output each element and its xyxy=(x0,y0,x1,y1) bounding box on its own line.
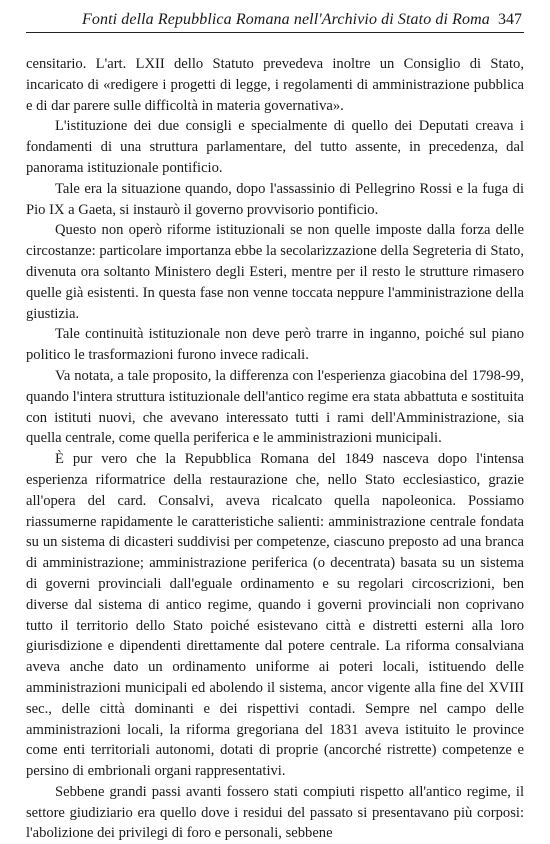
paragraph: L'istituzione dei due consigli e specialmente di quello dei Deputati creava i fondamenti di una struttura parlamentare, del tutto assente, in precedenza, dal panorama istituzionale pontificio. xyxy=(26,118,524,176)
body-text xyxy=(26,54,524,844)
paragraph: È pur vero che la Repubblica Romana del 1849 nasceva dopo l'intensa esperienza riformatrice della restaurazione che, nello Stato ecclesiastico, grazie all'opera del card. Consalvi, aveva ricalcato quella napoleonica. Possiamo riassumerne rapidamente le caratteristiche salienti: amministrazione centrale fondata su un sistema di dicasteri suddivisi per competenze, ciascuno preposto ad una branca di amministrazione; amministrazione periferica (o decentrata) basata su un sistema di governi provinciali dall'eguale ordinamento e su regolari circoscrizioni, ben diverse dal sistema di antico regime, quando i governi provinciali non coprivano tutto il territorio dello Stato poiché esistevano città e distretti esterni alla loro giurisdizione e dipendenti direttamente dal potere centrale. La riforma consalviana aveva anche dato un ordinamento uniforme ai poteri locali, istituendo delle amministrazioni municipali ed abolendo il sistema, ancor vigente alla fine del XVIII sec., delle città dominanti e dei rispettivi contadi. Sempre nel campo delle amministrazioni locali, la riforma gregoriana del 1831 aveva istituito le province come enti territoriali autonomi, dotati di proprie (ancorché ristrette) competenze e persino di embrionali organi rappresentativi. xyxy=(26,451,524,780)
paragraph: Sebbene grandi passi avanti fossero stati compiuti rispetto all'antico regime, il settore giudiziario era quello dove i residui del passato si presentavano più corposi: l'abolizione dei privilegi di foro e personali, sebbene xyxy=(26,783,524,842)
page-number: 347 xyxy=(498,11,522,28)
running-title: Fonti della Repubblica Romana nell'Archivio di Stato di Roma xyxy=(82,11,490,28)
paragraph: Tale continuità istituzionale non deve però trarre in inganno, poiché sul piano politico le trasformazioni furono invece radicali. xyxy=(26,326,524,364)
paragraph: Questo non operò riforme istituzionali se non quelle imposte dalla forza delle circostanze: particolare importanza ebbe la secolarizzazione della Segreteria di Stato, divenuta ora soltanto Ministero degli Esteri, mentre per il resto le strutture rimasero quelle già esistenti. In questa fase non venne toccata neppure l'amministrazione della giustizia. xyxy=(26,222,524,322)
paragraph: censitario. L'art. LXII dello Statuto prevedeva inoltre un Consiglio di Stato, incaricato di «redigere i progetti di legge, i regolamenti di amministrazione pubblica e di dar parere sulle difficoltà in materia governativa». xyxy=(26,56,524,114)
running-header xyxy=(26,8,524,33)
paragraph: Va notata, a tale proposito, la differenza con l'esperienza giacobina del 1798-99, quando l'intera struttura istituzionale dell'antico regime era stata abbattuta e sostituita con istituti nuovi, che avevano interessato tutti i rami dell'Amministrazione, sia quella centrale, come quella periferica e le amministrazioni municipali. xyxy=(26,367,524,447)
paragraph: Tale era la situazione quando, dopo l'assassinio di Pellegrino Rossi e la fuga di Pio IX a Gaeta, si instaurò il governo provvisorio pontificio. xyxy=(26,180,524,218)
